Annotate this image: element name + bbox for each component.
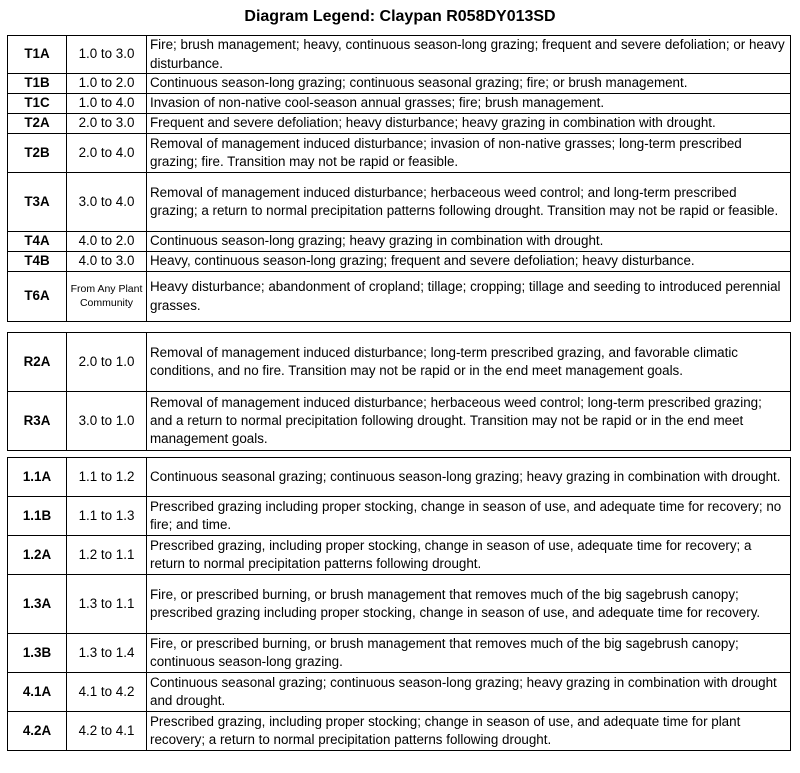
page-title: Diagram Legend: Claypan R058DY013SD [244,8,556,25]
community-pathway-legend-table [7,457,791,751]
transition-code: 4.1A [8,673,67,712]
transition-range: 1.3 to 1.4 [67,634,147,673]
table-row [8,94,791,114]
transition-code: R2A [8,333,67,392]
transition-legend-table [7,35,791,322]
table-row [8,134,791,173]
transition-range: 4.2 to 4.1 [67,712,147,751]
transition-range: 1.3 to 1.1 [67,575,147,634]
transition-description: Prescribed grazing, including proper stocking, change in season of use, adequate time for recovery; a return to normal precipitation patterns following drought. [147,536,791,575]
transition-description: Fire; brush management; heavy, continuous season-long grazing; frequent and severe defoliation; or heavy disturbance. [147,36,791,74]
table-row [8,575,791,634]
transition-range: 4.0 to 3.0 [67,252,147,272]
transition-range: 2.0 to 1.0 [67,333,147,392]
transition-description: Continuous season-long grazing; continuous seasonal grazing; fire; or brush management. [147,74,791,94]
transition-code: 1.3A [8,575,67,634]
transition-description: Removal of management induced disturbance; herbaceous weed control; and long-term prescribed grazing; a return to normal precipitation patterns following drought. Transition may not be rapid or feasible. [147,173,791,232]
transition-code: 4.2A [8,712,67,751]
transition-code: T2A [8,114,67,134]
transition-range: From Any Plant Community [67,272,147,322]
transition-description: Prescribed grazing including proper stocking, change in season of use, and adequate time for recovery; no fire; and time. [147,497,791,536]
table-row [8,74,791,94]
transition-description: Prescribed grazing, including proper stocking; change in season of use, and adequate time for plant recovery; a return to normal precipitation patterns following drought. [147,712,791,751]
transition-range: 1.1 to 1.2 [67,458,147,497]
table-row [8,114,791,134]
transition-description: Continuous seasonal grazing; continuous season-long grazing; heavy grazing in combination with drought. [147,458,791,497]
transition-code: T4A [8,232,67,252]
transition-description: Fire, or prescribed burning, or brush management that removes much of the big sagebrush canopy; continuous season-long grazing. [147,634,791,673]
table-row [8,392,791,451]
transition-description: Invasion of non-native cool-season annual grasses; fire; brush management. [147,94,791,114]
transition-description: Fire, or prescribed burning, or brush management that removes much of the big sagebrush canopy; prescribed grazing including proper stocking, change in season of use, and adequate time for recovery. [147,575,791,634]
transition-range: 4.1 to 4.2 [67,673,147,712]
table-row [8,536,791,575]
transition-description: Removal of management induced disturbance; long-term prescribed grazing, and favorable climatic conditions, and no fire. Transition may not be rapid or in the end meet management goals. [147,333,791,392]
table-row [8,36,791,74]
transition-range: 2.0 to 4.0 [67,134,147,173]
transition-range: 3.0 to 4.0 [67,173,147,232]
table-row [8,497,791,536]
transition-code: T1A [8,36,67,74]
transition-description: Removal of management induced disturbance; herbaceous weed control; long-term prescribed grazing; and a return to normal precipitation following drought. Transition may not be rapid or in the end meet management goals. [147,392,791,451]
table-row [8,272,791,322]
transition-range: 2.0 to 3.0 [67,114,147,134]
table-row [8,232,791,252]
transition-code: 1.2A [8,536,67,575]
transition-range: 1.0 to 2.0 [67,74,147,94]
transition-code: T1C [8,94,67,114]
transition-description: Continuous season-long grazing; heavy grazing in combination with drought. [147,232,791,252]
transition-code: 1.1A [8,458,67,497]
transition-code: T3A [8,173,67,232]
transition-code: T2B [8,134,67,173]
table-row [8,634,791,673]
transition-range: 1.1 to 1.3 [67,497,147,536]
transition-range: 1.0 to 3.0 [67,36,147,74]
transition-code: T4B [8,252,67,272]
transition-code: 1.1B [8,497,67,536]
transition-range: 1.0 to 4.0 [67,94,147,114]
table-row [8,252,791,272]
transition-code: T1B [8,74,67,94]
transition-description: Continuous seasonal grazing; continuous season-long grazing; heavy grazing in combination with drought and drought. [147,673,791,712]
table-row [8,458,791,497]
transition-code: 1.3B [8,634,67,673]
restoration-legend-table [7,332,791,451]
transition-description: Frequent and severe defoliation; heavy disturbance; heavy grazing in combination with drought. [147,114,791,134]
table-row [8,173,791,232]
table-row [8,712,791,751]
transition-description: Heavy, continuous season-long grazing; frequent and severe defoliation; heavy disturbance. [147,252,791,272]
transition-code: R3A [8,392,67,451]
table-row [8,673,791,712]
transition-code: T6A [8,272,67,322]
transition-description: Removal of management induced disturbance; invasion of non-native grasses; long-term prescribed grazing; fire. Transition may not be rapid or feasible. [147,134,791,173]
transition-range: 4.0 to 2.0 [67,232,147,252]
transition-range: 1.2 to 1.1 [67,536,147,575]
transition-description: Heavy disturbance; abandonment of cropland; tillage; cropping; tillage and seeding to introduced perennial grasses. [147,272,791,322]
transition-range: 3.0 to 1.0 [67,392,147,451]
table-row [8,333,791,392]
